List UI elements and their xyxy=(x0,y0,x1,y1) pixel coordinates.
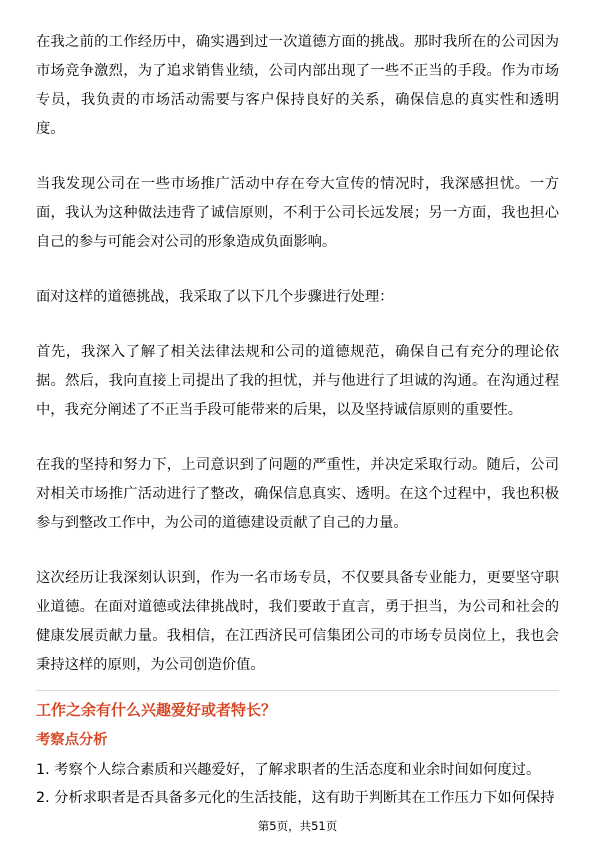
paragraph-1: 在我之前的工作经历中，确实遇到过一次道德方面的挑战。那时我所在的公司因为市场竞争激烈，为了追求销售业绩，公司内部出现了一些不正当的手段。作为市场专员，我负责的市场活动需要与客户保持良好的关系，确保信息的真实性和透明度。 xyxy=(36,34,559,137)
section-divider xyxy=(36,690,559,691)
paragraph-3: 面对这样的道德挑战，我采取了以下几个步骤进行处理： xyxy=(36,289,394,305)
analysis-title: 考察点分析 xyxy=(36,732,108,748)
paragraph-4: 首先，我深入了解了相关法律法规和公司的道德规范，确保自己有充分的理论依据。然后，我向直接上司提出了我的担忧，并与他进行了坦诚的沟通。在沟通过程中，我充分阐述了不正当手段可能带来的后果，以及坚持诚信原则的重要性。 xyxy=(36,344,559,418)
page-content xyxy=(36,28,559,813)
analysis-item-1: 1. 考察个人综合素质和兴趣爱好，了解求职者的生活态度和业余时间如何度过。 xyxy=(36,762,541,778)
analysis-item-2: 2. 分析求职者是否具备多元化的生活技能，这有助于判断其在工作压力下如何保持 xyxy=(36,790,555,806)
paragraph-5: 在我的坚持和努力下，上司意识到了问题的严重性，并决定采取行动。随后，公司对相关市场推广活动进行了整改，确保信息真实、透明。在这个过程中，我也积极参与到整改工作中，为公司的道德建设贡献了自己的力量。 xyxy=(36,457,559,531)
paragraph-6: 这次经历让我深刻认识到，作为一名市场专员，不仅要具备专业能力，更要坚守职业道德。在面对道德或法律挑战时，我们要敢于直言，勇于担当，为公司和社会的健康发展贡献力量。我相信，在江西济民可信集团公司的市场专员岗位上，我也会秉持这样的原则，为公司创造价值。 xyxy=(36,570,559,673)
section-title: 工作之余有什么兴趣爱好或者特长？ xyxy=(36,701,277,719)
page-number-footer: 第5页，共51页 xyxy=(257,819,338,833)
paragraph-2: 当我发现公司在一些市场推广活动中存在夸大宣传的情况时，我深感担忧。一方面，我认为这种做法违背了诚信原则，不利于公司长远发展；另一方面，我也担心自己的参与可能会对公司的形象造成负面影响。 xyxy=(36,176,559,250)
